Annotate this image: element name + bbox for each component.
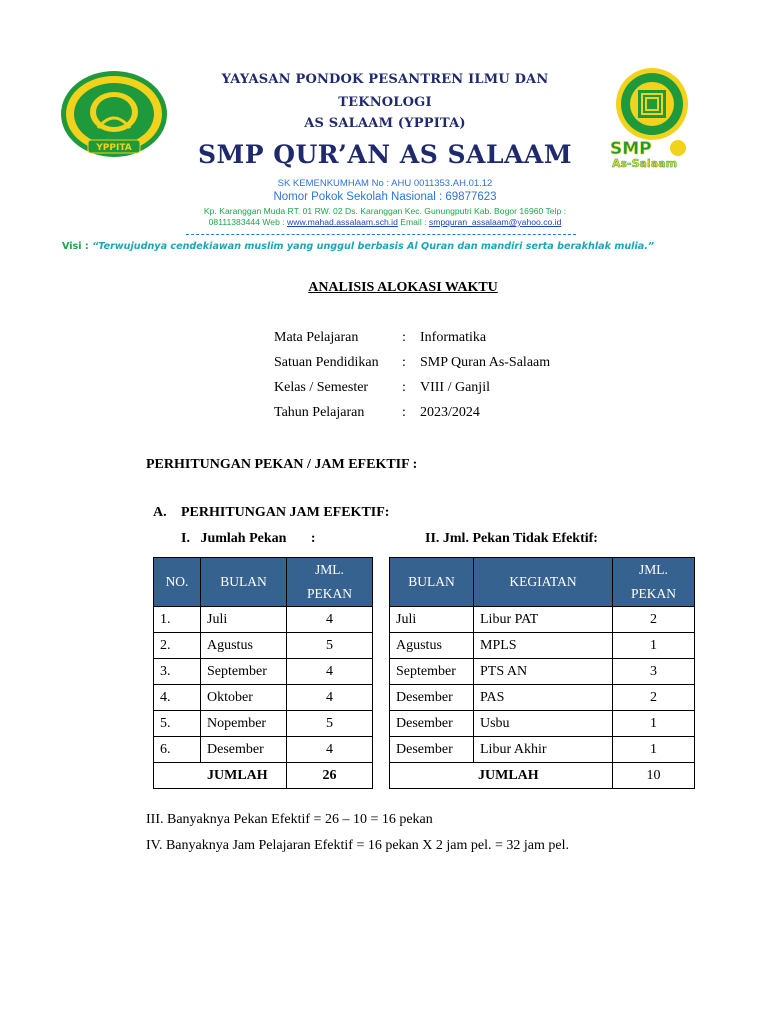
meta-colon: : xyxy=(402,330,406,345)
table-row xyxy=(154,633,373,659)
non-effective-weeks-table xyxy=(389,557,695,789)
meta-label-unit: Satuan Pendidikan xyxy=(274,355,379,370)
cell-bulan: Desember xyxy=(390,711,474,737)
meta-colon: : xyxy=(402,380,406,395)
cell-bulan: Juli xyxy=(390,607,474,633)
visi-statement xyxy=(62,241,742,252)
subsection-a xyxy=(153,505,389,521)
col-header-kegiatan: KEGIATAN xyxy=(474,558,613,607)
meta-value-class: VIII / Ganjil xyxy=(420,380,490,395)
cell-pekan: 1 xyxy=(613,737,695,763)
cell-pekan: 4 xyxy=(287,659,373,685)
visi-text: “Terwujudnya cendekiawan muslim yang unggul berbasis Al Quran dan mandiri serta berakhlak mulia.” xyxy=(92,241,655,252)
npsn-number: Nomor Pokok Sekolah Nasional : 69877623 xyxy=(273,191,497,203)
table-row xyxy=(390,685,695,711)
total-value: 10 xyxy=(613,763,695,789)
table-row xyxy=(390,607,695,633)
cell-kegiatan: Usbu xyxy=(474,711,613,737)
table-row xyxy=(154,685,373,711)
org-name-line1: YAYASAN PONDOK PESANTREN ILMU DAN xyxy=(221,72,549,87)
table-row xyxy=(154,607,373,633)
cell-pekan: 5 xyxy=(287,711,373,737)
email-label: Email : xyxy=(400,217,427,227)
table-row xyxy=(390,737,695,763)
meta-label-year: Tahun Pelajaran xyxy=(274,405,365,420)
cell-kegiatan: MPLS xyxy=(474,633,613,659)
cell-kegiatan: Libur Akhir xyxy=(474,737,613,763)
cell-bulan: September xyxy=(390,659,474,685)
visi-label: Visi : xyxy=(62,241,89,252)
col-header-no: NO. xyxy=(154,558,201,607)
table-header-row xyxy=(390,558,695,607)
cell-pekan: 1 xyxy=(613,633,695,659)
svg-text:As-Salaam: As-Salaam xyxy=(612,157,678,170)
cell-no: 5. xyxy=(154,711,201,737)
cell-pekan: 2 xyxy=(613,607,695,633)
total-label: JUMLAH xyxy=(154,763,287,789)
meta-value-subject: Informatika xyxy=(420,330,487,345)
cell-bulan: Juli xyxy=(201,607,287,633)
subsection-ii: II. Jml. Pekan Tidak Efektif: xyxy=(425,531,598,546)
cell-pekan: 3 xyxy=(613,659,695,685)
cell-bulan: Agustus xyxy=(201,633,287,659)
col-header-bulan: BULAN xyxy=(390,558,474,607)
cell-pekan: 5 xyxy=(287,633,373,659)
email-link[interactable]: smpquran_assalaam@yahoo.co.id xyxy=(428,217,562,227)
cell-no: 3. xyxy=(154,659,201,685)
svg-text:SMP: SMP xyxy=(610,139,652,159)
meta-label-subject: Mata Pelajaran xyxy=(274,330,359,345)
cell-no: 6. xyxy=(154,737,201,763)
cell-pekan: 4 xyxy=(287,737,373,763)
col-header-pekan: PEKAN xyxy=(306,586,352,601)
table-row xyxy=(154,659,373,685)
total-value: 26 xyxy=(287,763,373,789)
phone-number: 08111383444 xyxy=(208,217,260,227)
document-title: ANALISIS ALOKASI WAKTU xyxy=(308,280,498,295)
cell-bulan: Nopember xyxy=(201,711,287,737)
table-header-row xyxy=(154,558,373,607)
col-header-jml: JML. xyxy=(639,562,668,577)
table-row xyxy=(390,659,695,685)
yppita-logo xyxy=(58,68,170,164)
cell-no: 2. xyxy=(154,633,201,659)
col-header-jml-pekan xyxy=(613,558,695,607)
cell-bulan: Desember xyxy=(390,737,474,763)
cell-bulan: September xyxy=(201,659,287,685)
org-name-line2: TEKNOLOGI xyxy=(338,95,432,110)
contact-line xyxy=(170,217,600,228)
org-name-line3: AS SALAAM (YPPITA) xyxy=(304,116,466,131)
table-row xyxy=(390,711,695,737)
cell-bulan: Agustus xyxy=(390,633,474,659)
cell-bulan: Oktober xyxy=(201,685,287,711)
table-total-row xyxy=(390,763,695,789)
meta-label-class: Kelas / Semester xyxy=(274,380,369,395)
cell-pekan: 1 xyxy=(613,711,695,737)
table-total-row xyxy=(154,763,373,789)
cell-kegiatan: PTS AN xyxy=(474,659,613,685)
col-header-bulan: BULAN xyxy=(201,558,287,607)
header-divider xyxy=(186,234,576,235)
cell-pekan: 2 xyxy=(613,685,695,711)
subsection-a-title: PERHITUNGAN JAM EFEKTIF: xyxy=(181,505,390,520)
col-header-jml: JML. xyxy=(315,562,344,577)
cell-bulan: Desember xyxy=(390,685,474,711)
cell-bulan: Desember xyxy=(201,737,287,763)
smp-quran-logo xyxy=(604,64,704,172)
meta-value-unit: SMP Quran As-Salaam xyxy=(420,355,551,370)
svg-text:YPPITA: YPPITA xyxy=(96,143,132,153)
cell-kegiatan: PAS xyxy=(474,685,613,711)
web-label: Web : xyxy=(262,217,285,227)
table-row xyxy=(390,633,695,659)
total-label: JUMLAH xyxy=(390,763,613,789)
meta-value-year: 2023/2024 xyxy=(420,405,480,420)
col-header-pekan: PEKAN xyxy=(630,586,676,601)
cell-pekan: 4 xyxy=(287,685,373,711)
table-row xyxy=(154,737,373,763)
meta-colon: : xyxy=(402,355,406,370)
subsection-a-marker: A. xyxy=(153,505,167,520)
meta-colon: : xyxy=(402,405,406,420)
subsection-i: I. Jumlah Pekan : xyxy=(181,531,316,546)
effective-hours-summary: IV. Banyaknya Jam Pelajaran Efektif = 16 pekan X 2 jam pel. = 32 jam pel. xyxy=(146,838,569,853)
cell-no: 1. xyxy=(154,607,201,633)
effective-weeks-table xyxy=(153,557,373,789)
cell-no: 4. xyxy=(154,685,201,711)
col-header-jml-pekan xyxy=(287,558,373,607)
web-link[interactable]: www.mahad.assalaam.sch.id xyxy=(287,217,398,227)
section-title: PERHITUNGAN PEKAN / JAM EFEKTIF : xyxy=(146,457,418,472)
effective-weeks-summary: III. Banyaknya Pekan Efektif = 26 – 10 = 16 pekan xyxy=(146,812,433,827)
school-name: SMP QUR’AN AS SALAAM xyxy=(197,140,572,169)
address-line: Kp. Karanggan Muda RT. 01 RW. 02 Ds. Karanggan Kec. Gunungputri Kab. Bogor 16960 Telp : xyxy=(203,206,567,216)
table-row xyxy=(154,711,373,737)
cell-pekan: 4 xyxy=(287,607,373,633)
cell-kegiatan: Libur PAT xyxy=(474,607,613,633)
sk-number: SK KEMENKUMHAM No : AHU 0011353.AH.01.12 xyxy=(277,178,493,189)
